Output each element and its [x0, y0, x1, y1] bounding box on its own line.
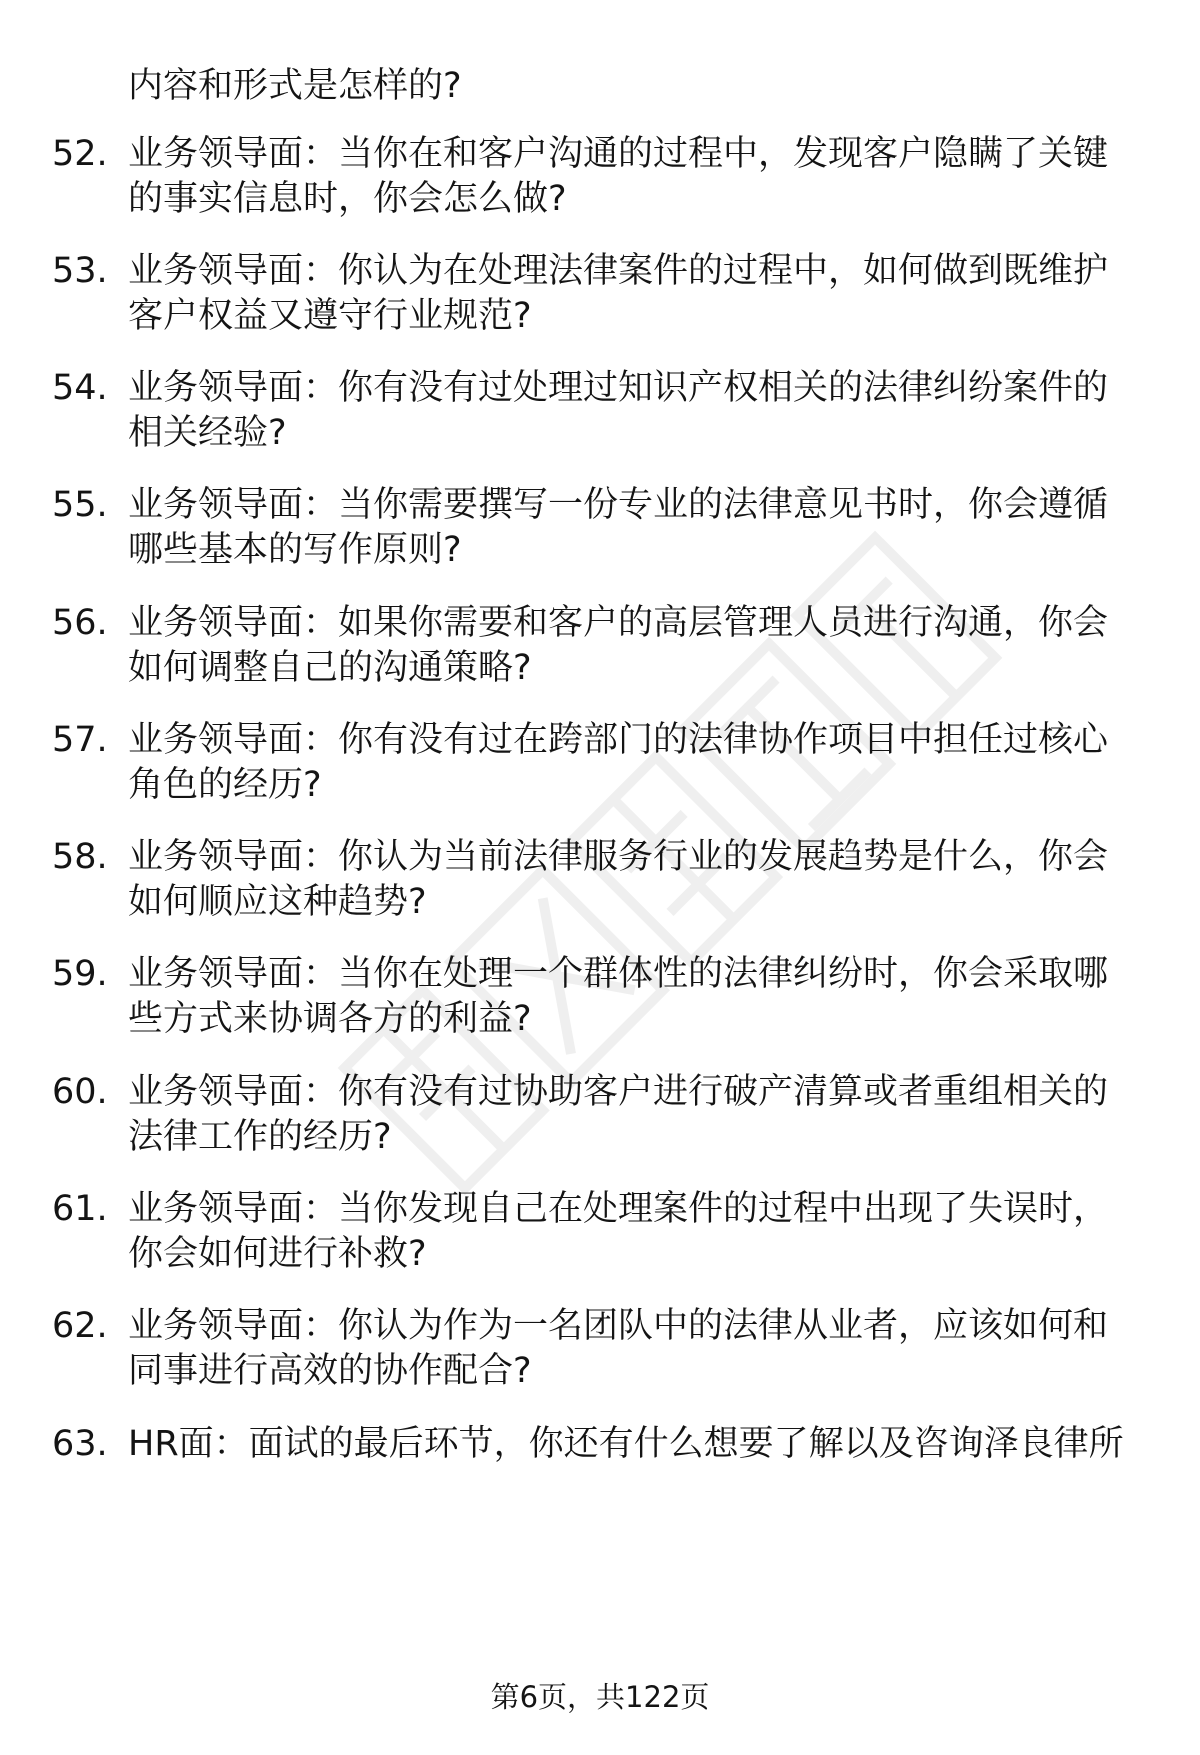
question-number: 56.	[52, 603, 108, 643]
question-number: 53.	[52, 251, 108, 291]
question-text: 你会如何进行补救?	[128, 1234, 427, 1274]
question-text: 如何顺应这种趋势?	[128, 882, 427, 922]
question-text: 业务领导面：你认为在处理法律案件的过程中，如何做到既维护	[128, 251, 1109, 291]
question-number: 63.	[52, 1424, 108, 1464]
question-number: 60.	[52, 1072, 108, 1112]
question-text: 哪些基本的写作原则?	[128, 530, 462, 570]
question-text: 业务领导面：你认为作为一名团队中的法律从业者，应该如何和	[128, 1306, 1109, 1346]
question-text: 业务领导面：当你在和客户沟通的过程中，发现客户隐瞒了关键	[128, 134, 1109, 174]
question-number: 58.	[52, 837, 108, 877]
question-text: 业务领导面：你有没有过在跨部门的法律协作项目中担任过核心	[128, 720, 1109, 760]
question-number: 59.	[52, 954, 108, 994]
question-number: 62.	[52, 1306, 108, 1346]
page-footer: 第6页，共122页	[490, 1680, 710, 1714]
question-number: 61.	[52, 1189, 108, 1229]
question-text: 如何调整自己的沟通策略?	[128, 648, 532, 688]
question-text: 业务领导面：你有没有过处理过知识产权相关的法律纠纷案件的	[128, 368, 1109, 408]
question-text: 的事实信息时，你会怎么做?	[128, 179, 567, 219]
question-text: 业务领导面：当你需要撰写一份专业的法律意见书时，你会遵循	[128, 485, 1109, 525]
question-text: 业务领导面：如果你需要和客户的高层管理人员进行沟通，你会	[128, 603, 1109, 643]
question-number: 52.	[52, 134, 108, 174]
question-text: 业务领导面：你有没有过协助客户进行破产清算或者重组相关的	[128, 1072, 1109, 1112]
question-text: 业务领导面：当你在处理一个群体性的法律纠纷时，你会采取哪	[128, 954, 1109, 994]
question-text: 些方式来协调各方的利益?	[128, 999, 532, 1039]
question-text: 相关经验?	[128, 413, 287, 453]
question-text: 角色的经历?	[128, 765, 322, 805]
question-text: 法律工作的经历?	[128, 1117, 392, 1157]
question-text: 同事进行高效的协作配合?	[128, 1351, 532, 1391]
question-number: 57.	[52, 720, 108, 760]
question-text: 业务领导面：当你发现自己在处理案件的过程中出现了失误时，	[128, 1189, 1109, 1229]
continuation-text: 内容和形式是怎样的?	[128, 66, 462, 106]
question-text: 业务领导面：你认为当前法律服务行业的发展趋势是什么，你会	[128, 837, 1109, 877]
question-text: HR面：面试的最后环节，你还有什么想要了解以及咨询泽良律所	[128, 1424, 1124, 1464]
question-number: 54.	[52, 368, 108, 408]
question-number: 55.	[52, 485, 108, 525]
question-text: 客户权益又遵守行业规范?	[128, 296, 532, 336]
